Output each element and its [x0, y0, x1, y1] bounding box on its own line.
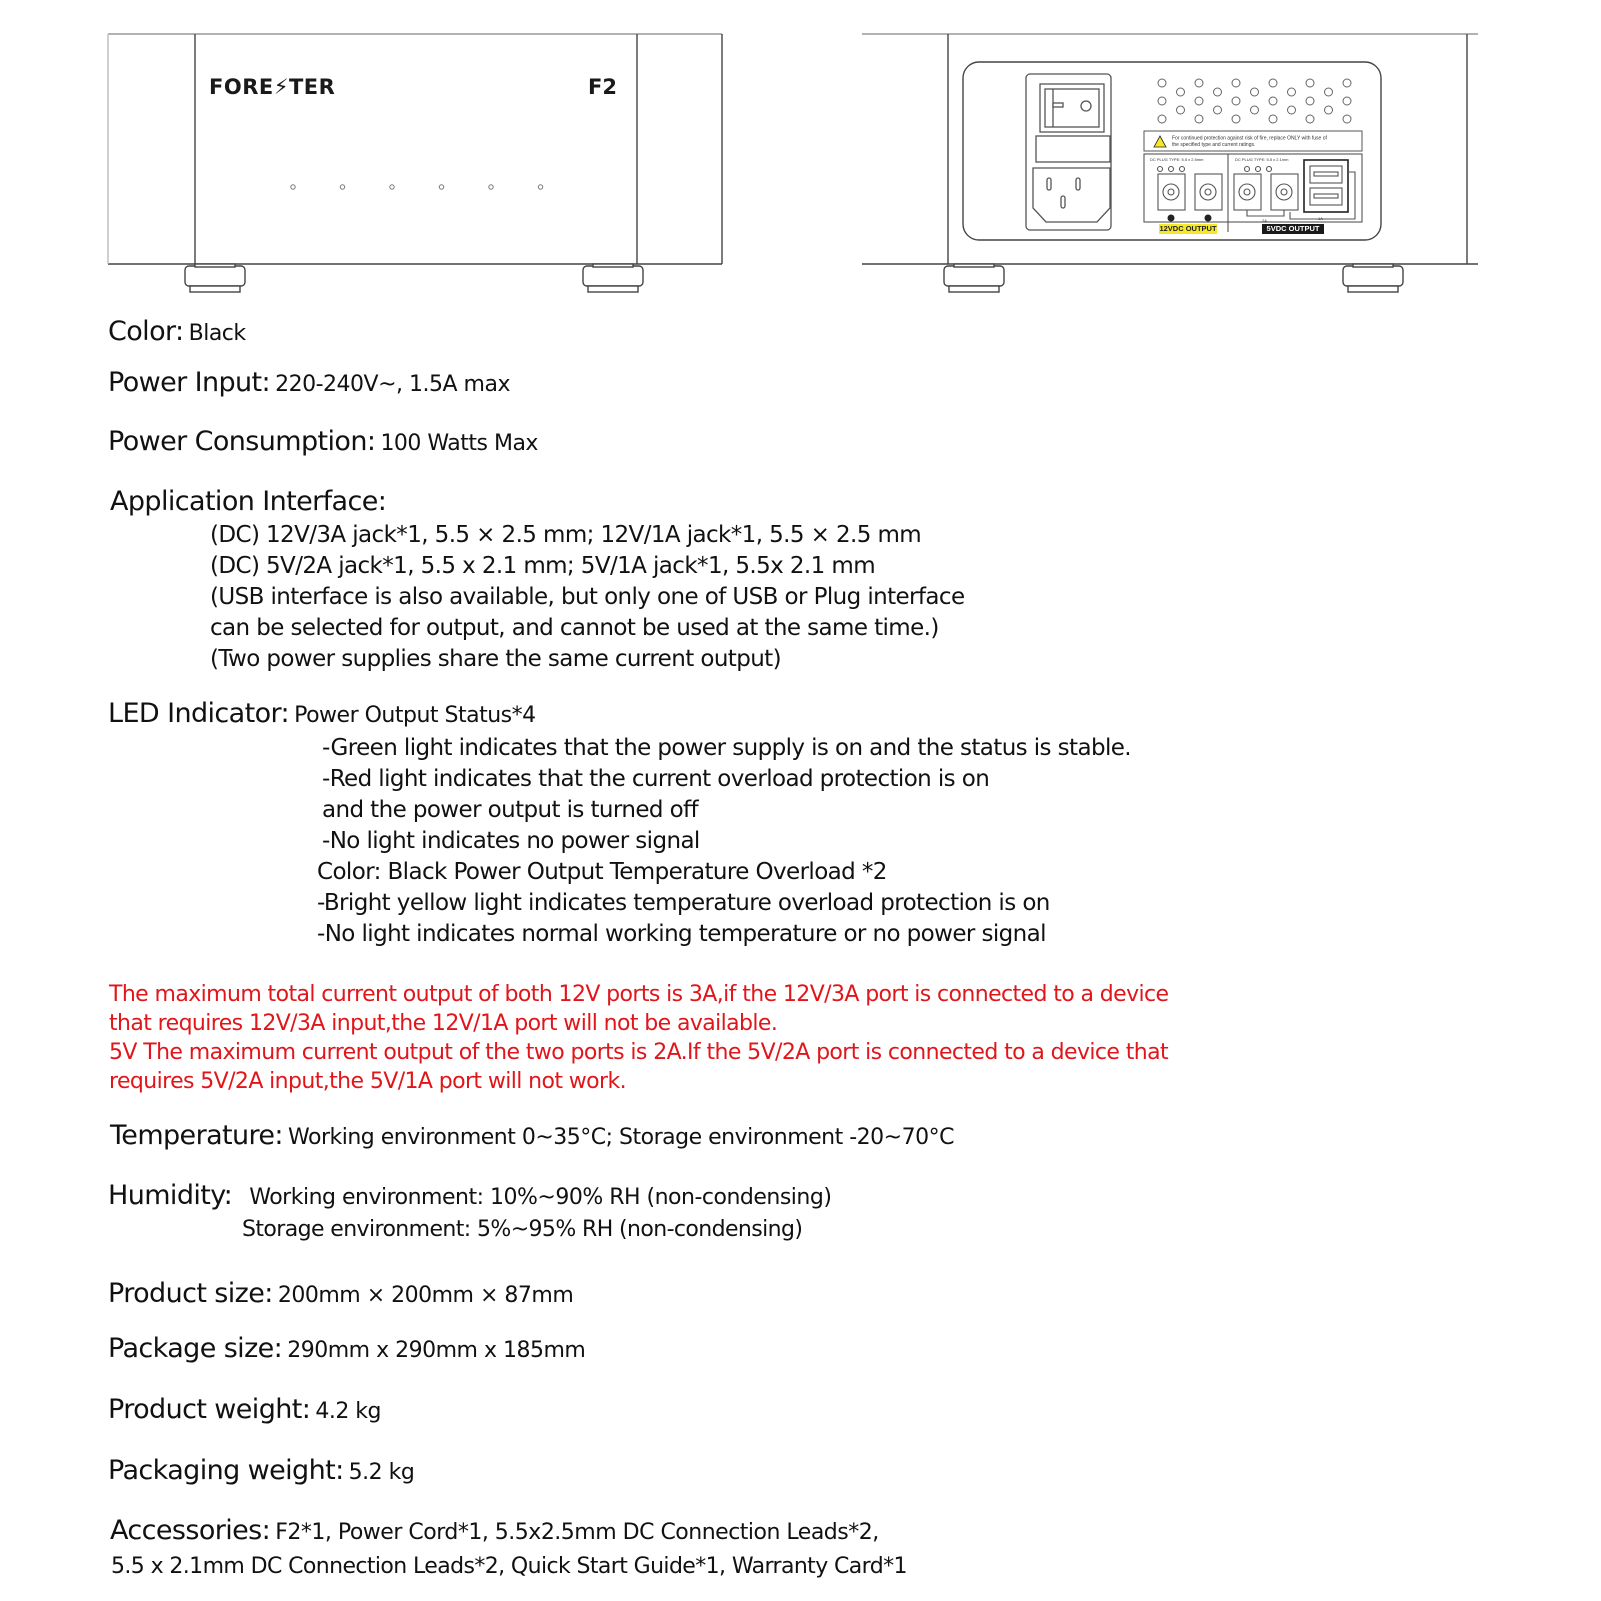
vent-hole — [1232, 115, 1240, 123]
vent-hole — [1306, 79, 1314, 87]
spec-label: Power Input: — [108, 367, 271, 398]
vent-hole — [1343, 79, 1351, 87]
spec-label: Product size: — [108, 1278, 273, 1309]
vent-hole — [1343, 115, 1351, 123]
label-2a: 2A — [1262, 218, 1267, 223]
spec-package-size — [108, 1333, 585, 1364]
spec-label: Application Interface: — [110, 486, 387, 517]
vent-hole — [1306, 115, 1314, 123]
spec-value: 100 Watts Max — [380, 431, 538, 456]
spec-power-input — [108, 367, 510, 398]
spec-label: Product weight: — [108, 1394, 311, 1425]
vent-hole — [1214, 106, 1222, 114]
spec-label: Package size: — [108, 1333, 283, 1364]
vent-hole — [1195, 115, 1203, 123]
warning-strip — [1144, 131, 1362, 151]
note-line: The maximum total current output of both 12V ports is 3A,if the 12V/3A port is connected to a device — [109, 982, 1169, 1007]
vent-hole — [1158, 97, 1166, 105]
vent-hole — [1325, 88, 1333, 96]
vent-hole — [1232, 97, 1240, 105]
warning-text-1: For continued protection against risk of fire, replace ONLY with fuse of — [1172, 135, 1327, 142]
interface-line: (DC) 5V/2A jack*1, 5.5 x 2.1 mm; 5V/1A jack*1, 5.5x 2.1 mm — [210, 553, 875, 579]
spec-product-weight — [108, 1394, 381, 1425]
note-line: requires 5V/2A input,the 5V/1A port will not work. — [109, 1069, 627, 1094]
output-12v-label: 12VDC OUTPUT — [1159, 224, 1217, 233]
vent-hole — [1288, 106, 1296, 114]
spec-product-size — [108, 1278, 573, 1309]
interface-line: (Two power supplies share the same current output) — [210, 646, 781, 672]
vent-holes — [1158, 79, 1351, 123]
interface-line: (USB interface is also available, but only one of USB or Plug interface — [210, 584, 965, 610]
spec-value: Working environment: 10%~90% RH (non-condensing) — [249, 1185, 832, 1210]
note-line: that requires 12V/3A input,the 12V/1A port will not be available. — [109, 1011, 778, 1036]
spec-value: 5.2 kg — [348, 1460, 415, 1485]
spec-value: 200mm × 200mm × 87mm — [277, 1283, 574, 1308]
spec-value: 220-240V~, 1.5A max — [275, 372, 510, 397]
spec-label: LED Indicator: — [108, 698, 290, 729]
brand-logo: FORE⚡TER — [209, 75, 336, 99]
vent-hole — [1232, 79, 1240, 87]
spec-value: F2*1, Power Cord*1, 5.5x2.5mm DC Connection Leads*2, — [275, 1520, 879, 1545]
vent-hole — [1251, 88, 1259, 96]
plug-type-12v: DC PLUG TYPE: 5.5 x 2.5mm — [1150, 157, 1204, 162]
led-line: -Green light indicates that the power supply is on and the status is stable. — [322, 735, 1131, 761]
plug-type-5v: DC PLUG TYPE: 5.5 x 2.1mm — [1235, 157, 1289, 162]
vent-hole — [1195, 79, 1203, 87]
spec-label: Temperature: — [110, 1120, 283, 1151]
vent-hole — [1251, 106, 1259, 114]
led-line: -No light indicates no power signal — [322, 828, 700, 854]
interface-line: (DC) 12V/3A jack*1, 5.5 × 2.5 mm; 12V/1A jack*1, 5.5 × 2.5 mm — [210, 522, 922, 548]
rear-foot-right — [1343, 264, 1403, 292]
spec-value-2: Storage environment: 5%~95% RH (non-condensing) — [242, 1217, 803, 1242]
vent-hole — [1195, 97, 1203, 105]
model-label: F2 — [588, 75, 617, 99]
led-line: -Bright yellow light indicates temperature overload protection is on — [317, 890, 1050, 916]
note-line: 5V The maximum current output of the two ports is 2A.If the 5V/2A port is connected to a device that — [109, 1040, 1169, 1065]
spec-value: Working environment 0~35°C; Storage environment -20~70°C — [288, 1125, 954, 1150]
rear-panel-outline — [0, 0, 1601, 300]
spec-value: 4.2 kg — [315, 1399, 382, 1424]
led-line: -Red light indicates that the current overload protection is on — [322, 766, 990, 792]
vent-hole — [1177, 88, 1185, 96]
vent-hole — [1158, 79, 1166, 87]
vent-hole — [1325, 106, 1333, 114]
spec-value: Black — [188, 321, 246, 346]
spec-color — [108, 316, 246, 347]
vent-hole — [1306, 97, 1314, 105]
power-inlet-module — [1026, 74, 1111, 230]
spec-label: Packaging weight: — [108, 1455, 344, 1486]
spec-power-consumption — [108, 426, 538, 457]
led-line: Color: Black Power Output Temperature Overload *2 — [317, 859, 887, 885]
spec-value: 290mm x 290mm x 185mm — [287, 1338, 586, 1363]
output-5v-label: 5VDC OUTPUT — [1262, 224, 1324, 234]
dc-output-panel — [1144, 154, 1362, 232]
spec-temperature — [110, 1120, 954, 1151]
spec-label: Accessories: — [110, 1515, 271, 1546]
spec-packaging-weight — [108, 1455, 414, 1486]
spec-label: Humidity: — [108, 1180, 233, 1211]
vent-hole — [1214, 88, 1222, 96]
vent-hole — [1177, 106, 1185, 114]
vent-hole — [1269, 115, 1277, 123]
rear-foot-left — [944, 264, 1004, 292]
spec-value: Power Output Status*4 — [294, 703, 536, 728]
vent-hole — [1158, 115, 1166, 123]
interface-line: can be selected for output, and cannot be used at the same time.) — [210, 615, 939, 641]
led-line: and the power output is turned off — [322, 797, 699, 823]
spec-value-2: 5.5 x 2.1mm DC Connection Leads*2, Quick Start Guide*1, Warranty Card*1 — [111, 1554, 907, 1579]
vent-hole — [1269, 97, 1277, 105]
vent-hole — [1288, 88, 1296, 96]
spec-label: Power Consumption: — [108, 426, 376, 457]
spec-label: Color: — [108, 316, 184, 347]
warning-text-2: the specified type and current ratings. — [1172, 142, 1256, 148]
label-1a: 1A — [1318, 216, 1323, 221]
led-line: -No light indicates normal working temperature or no power signal — [317, 921, 1046, 947]
vent-hole — [1343, 97, 1351, 105]
vent-hole — [1269, 79, 1277, 87]
